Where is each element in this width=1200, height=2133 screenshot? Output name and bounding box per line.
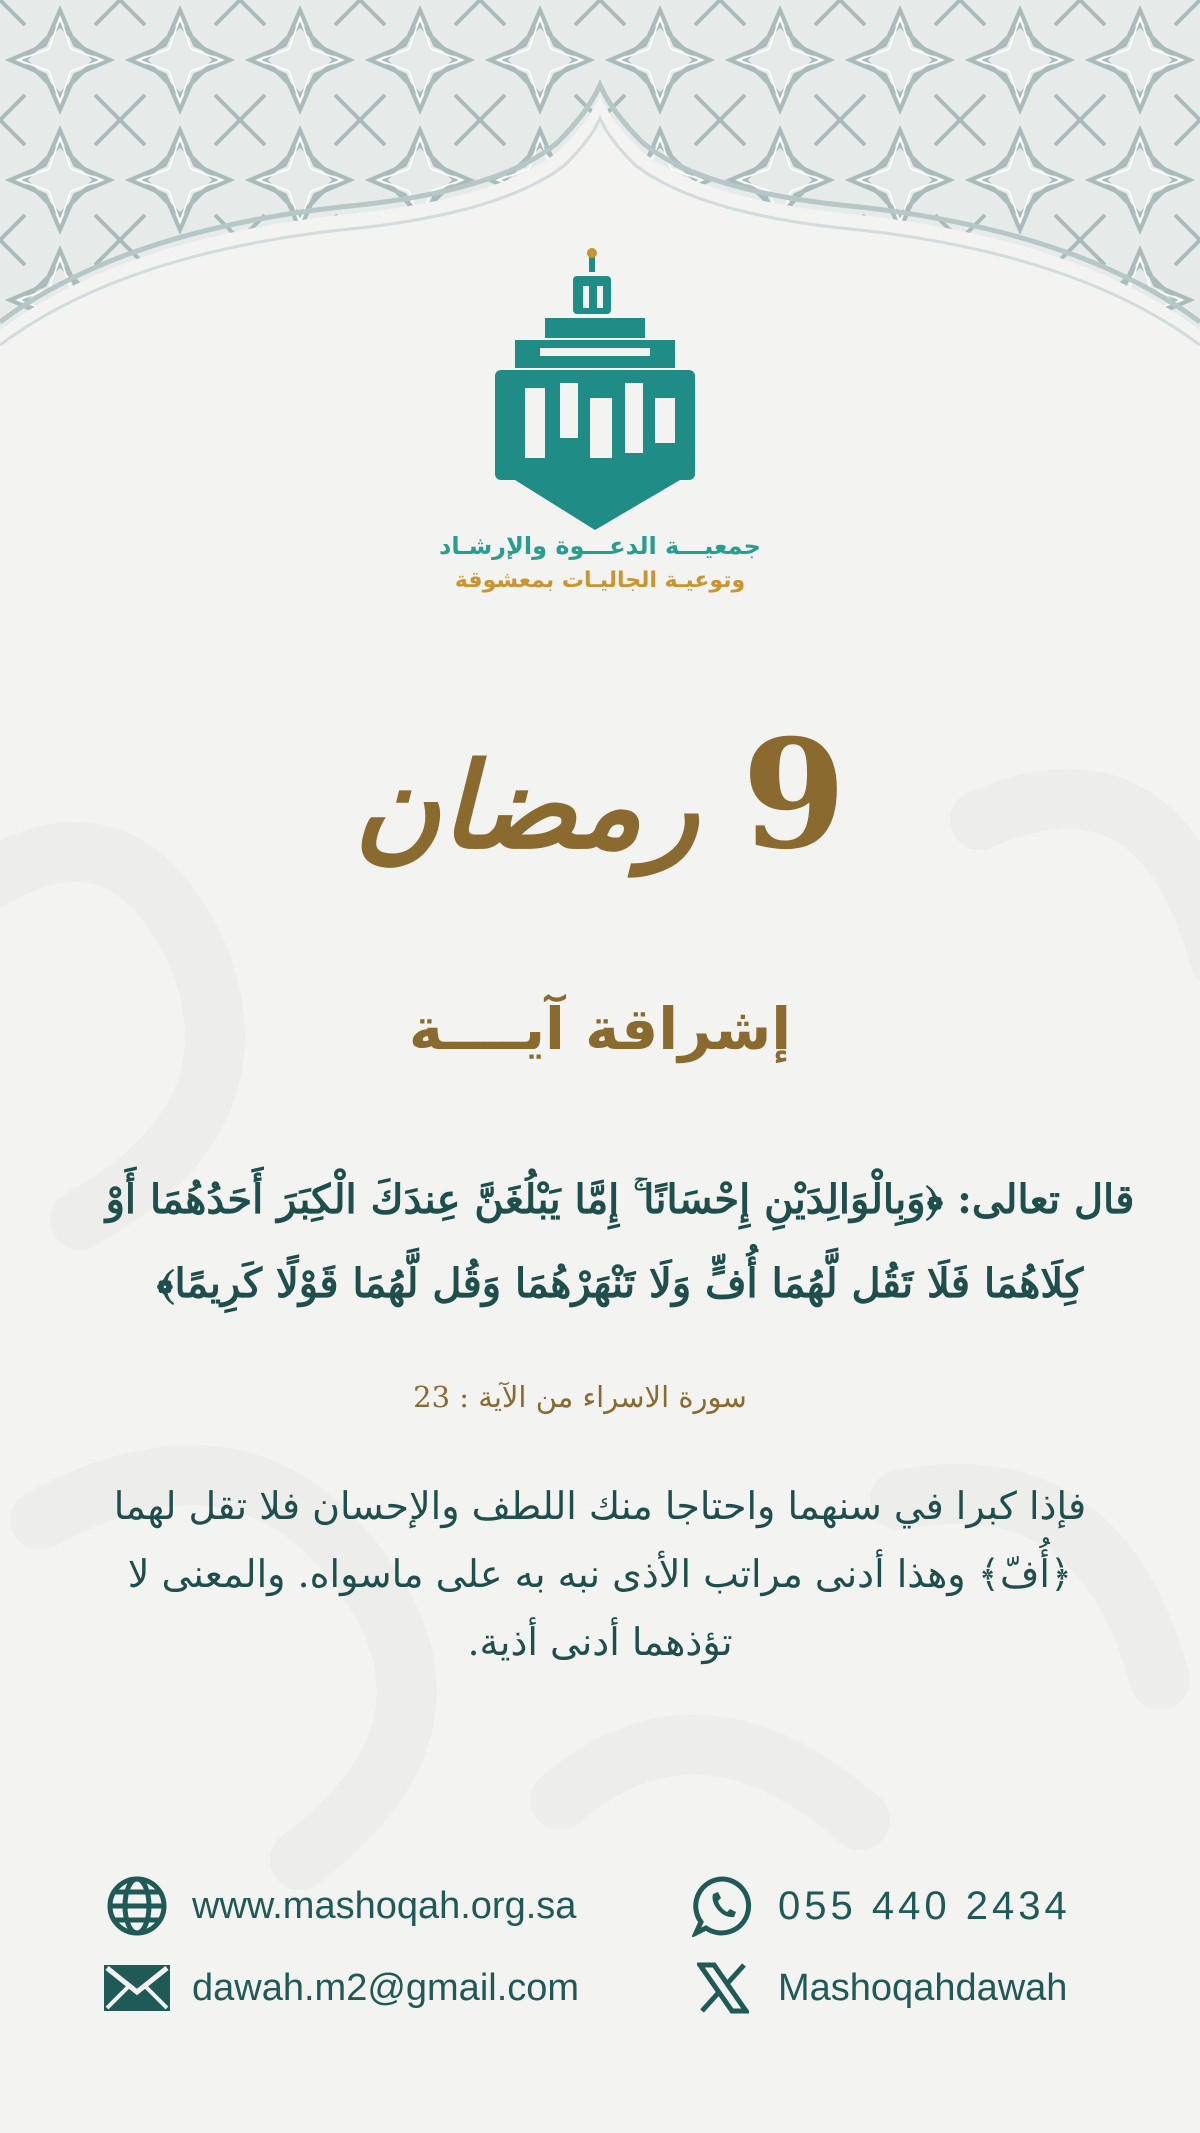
x-logo-icon (690, 1958, 756, 2018)
organization-name-line2: وتوعيـة الجاليـات بمعشوقة (454, 568, 746, 593)
whatsapp-icon (690, 1876, 756, 1936)
organization-logo (485, 248, 710, 538)
email-contact[interactable] (104, 1958, 579, 2018)
email-address[interactable]: dawah.m2@gmail.com (192, 1966, 580, 2009)
verse-reference: سورة الاسراء من الآية : 23 (413, 1380, 747, 1414)
globe-icon (104, 1876, 170, 1936)
x-handle[interactable]: Mashoqahdawah (778, 1966, 1068, 2009)
x-contact[interactable] (690, 1958, 1067, 2018)
month-name: رمضان (353, 736, 699, 875)
quran-verse: قال تعالى: ﴿وَبِالْوَالِدَيْنِ إِحْسَانًا ۚ إِمَّا يَبْلُغَنَّ عِندَكَ الْكِبَرَ أَحَدُهُمَا أَوْ كِلَاهُمَا فَلَا تَقُل لَّهُمَا أُفٍّ وَلَا تَنْهَرْهُمَا وَقُل لَّهُمَا قَوْلًا كَرِيمًا﴾ (105, 1176, 1135, 1307)
phone-number[interactable]: 055 440 2434 (778, 1883, 1071, 1928)
mail-icon (104, 1958, 170, 2018)
organization-name-line1: جمعيـــة الدعـــوة والإرشـاد (439, 532, 761, 560)
website-url[interactable]: www.mashoqah.org.sa (192, 1884, 577, 1927)
phone-contact[interactable] (690, 1876, 1071, 1936)
website-contact[interactable] (104, 1876, 576, 1936)
day-number: 9 (741, 707, 847, 883)
verse-explanation: فإذا كبرا في سنهما واحتاجا منك اللطف والإحسان فلا تقل لهما ﴿أُفّ﴾ وهذا أدنى مراتب الأذى نبه به على ماسواه. والمعنى لا تؤذهما أدنى أذية. (113, 1484, 1087, 1664)
section-subtitle: إشراقة آيــــة (408, 995, 792, 1063)
date-title (300, 700, 900, 890)
